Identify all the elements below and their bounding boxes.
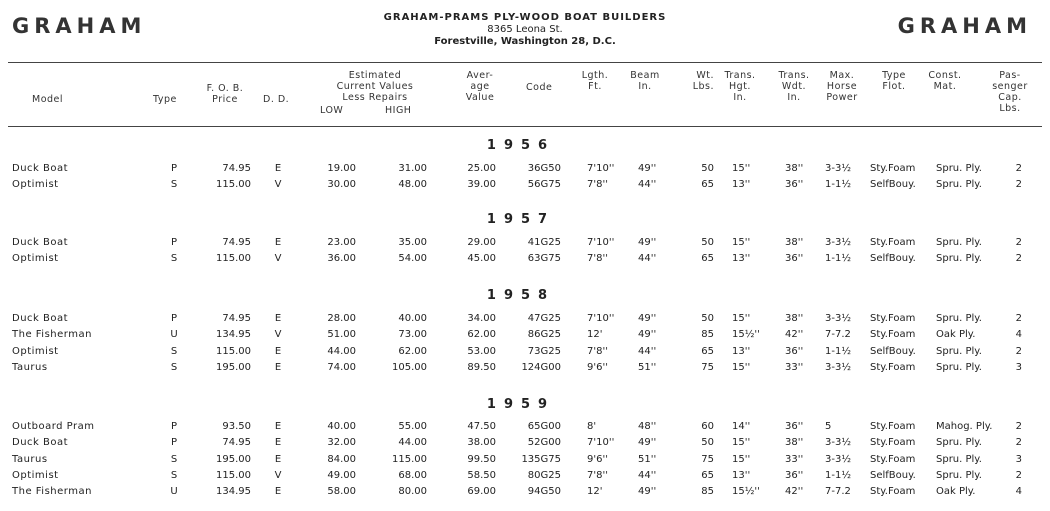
company-name: GRAHAM-PRAMS PLY-WOOD BOAT BUILDERS [383,12,667,23]
cell-tht: 13'' [732,253,751,265]
cell-flot: Sty.Foam [870,313,916,324]
cell-dd: V [274,329,282,341]
year-heading: 1959 [486,397,556,412]
year-heading: 1956 [486,138,556,153]
col-trans-hgt: Trans. Hgt. In. [724,70,756,103]
cell-dd: E [274,421,282,432]
table-row [0,419,1050,435]
cell-mat: Spru. Ply. [936,253,982,265]
cell-cap: 2 [1015,179,1022,191]
col-length: Lgth. Ft. [581,70,609,92]
cell-len: 7'8'' [587,345,608,357]
company-header [300,12,750,48]
cell-hp: 1-1½ [825,345,852,357]
cell-len: 12' [587,486,603,498]
cell-price: 74.95 [222,437,251,449]
cell-avg: 25.00 [467,163,496,174]
cell-price: 74.95 [222,237,251,248]
cell-avg: 38.00 [467,437,496,449]
cell-dd: V [274,469,282,481]
cell-cap: 2 [1015,469,1022,481]
cell-tht: 13'' [732,345,751,357]
cell-beam: 49'' [638,329,657,341]
cell-low: 58.00 [327,486,356,498]
cell-model: Taurus [12,453,48,465]
table-row [0,360,1050,376]
cell-cap: 2 [1015,437,1022,449]
cell-dd: E [274,453,282,465]
cell-high: 73.00 [398,329,427,341]
table-row [0,435,1050,451]
cell-cap: 3 [1015,453,1022,465]
col-model: Model [32,94,64,105]
col-mat: Const. Mat. [928,70,962,92]
cell-model: The Fisherman [12,486,92,498]
table-row [0,468,1050,484]
cell-twd: 36'' [785,345,804,357]
cell-wt: 50 [701,313,714,324]
cell-dd: V [274,179,282,191]
cell-twd: 33'' [785,361,804,373]
cell-price: 93.50 [222,421,251,432]
cell-avg: 45.00 [467,253,496,265]
cell-tht: 15'' [732,361,751,373]
cell-code: 56G75 [527,179,561,191]
cell-len: 9'6'' [587,453,608,465]
col-max-hp: Max. Horse Power [826,70,858,103]
cell-avg: 34.00 [467,313,496,324]
cell-code: 80G25 [527,469,561,481]
cell-cap: 2 [1015,163,1022,174]
cell-low: 51.00 [327,329,356,341]
cell-code: 65G00 [527,421,561,432]
cell-code: 135G75 [521,453,561,465]
cell-type: P [170,237,178,248]
table-row [0,327,1050,343]
cell-wt: 75 [701,453,714,465]
cell-mat: Oak Ply. [936,486,976,498]
cell-mat: Spru. Ply. [936,163,982,174]
cell-beam: 49'' [638,486,657,498]
cell-cap: 2 [1015,345,1022,357]
cell-twd: 33'' [785,453,804,465]
cell-hp: 3-3½ [825,453,852,465]
cell-type: S [170,361,178,373]
cell-code: 86G25 [527,329,561,341]
cell-code: 73G25 [527,345,561,357]
cell-cap: 4 [1015,486,1022,498]
cell-wt: 65 [701,469,714,481]
cell-type: S [170,179,178,191]
cell-flot: Sty.Foam [870,453,916,465]
cell-avg: 89.50 [467,361,496,373]
cell-tht: 13'' [732,469,751,481]
cell-model: The Fisherman [12,329,92,341]
col-estimated: Estimated Current Values Less Repairs [336,70,414,103]
cell-mat: Spru. Ply. [936,453,982,465]
cell-type: S [170,453,178,465]
cell-price: 134.95 [216,329,251,341]
cell-tht: 15'' [732,163,751,174]
col-capacity: Pas- senger Cap. Lbs. [992,70,1028,114]
cell-tht: 15'' [732,437,751,449]
cell-beam: 51'' [638,361,657,373]
cell-low: 32.00 [327,437,356,449]
cell-low: 84.00 [327,453,356,465]
cell-dd: E [274,361,282,373]
cell-type: P [170,421,178,432]
table-row [0,161,1050,177]
cell-hp: 3-3½ [825,237,852,248]
cell-high: 62.00 [398,345,427,357]
cell-price: 115.00 [216,469,251,481]
cell-tht: 15½'' [732,486,760,498]
cell-len: 7'10'' [587,237,615,248]
cell-model: Optimist [12,253,59,265]
col-code: Code [526,82,553,93]
cell-price: 74.95 [222,163,251,174]
year-heading: 1958 [486,288,556,303]
cell-model: Outboard Pram [12,421,95,432]
cell-high: 31.00 [398,163,427,174]
cell-flot: SelfBouy. [870,469,916,481]
cell-mat: Spru. Ply. [936,437,982,449]
cell-beam: 49'' [638,163,657,174]
cell-wt: 50 [701,163,714,174]
cell-twd: 38'' [785,313,804,324]
col-high: HIGH [385,105,412,116]
year-heading: 1957 [486,212,556,227]
cell-len: 7'8'' [587,469,608,481]
cell-wt: 85 [701,329,714,341]
cell-hp: 1-1½ [825,253,852,265]
cell-beam: 51'' [638,453,657,465]
cell-type: P [170,163,178,174]
cell-hp: 1-1½ [825,179,852,191]
cell-tht: 13'' [732,179,751,191]
cell-flot: Sty.Foam [870,421,916,432]
cell-code: 41G25 [527,237,561,248]
header-rule-bottom [8,126,1042,127]
cell-hp: 7-7.2 [825,329,851,341]
cell-beam: 44'' [638,345,657,357]
cell-hp: 1-1½ [825,469,852,481]
cell-low: 30.00 [327,179,356,191]
company-city: Forestville, Washington 28, D.C. [434,36,616,47]
col-fob-price: F. O. B. Price [206,83,244,105]
cell-wt: 60 [701,421,714,432]
cell-low: 44.00 [327,345,356,357]
cell-type: P [170,313,178,324]
cell-twd: 38'' [785,437,804,449]
cell-beam: 49'' [638,437,657,449]
cell-cap: 2 [1015,421,1022,432]
cell-twd: 36'' [785,421,804,432]
cell-mat: Mahog. Ply. [936,421,993,432]
cell-avg: 39.00 [467,179,496,191]
cell-flot: SelfBouy. [870,345,916,357]
company-street: 8365 Leona St. [487,24,563,35]
table-row [0,311,1050,327]
cell-beam: 49'' [638,237,657,248]
cell-dd: V [274,253,282,265]
cell-low: 36.00 [327,253,356,265]
col-low: LOW [320,105,344,116]
cell-cap: 2 [1015,253,1022,265]
cell-model: Optimist [12,345,59,357]
cell-twd: 36'' [785,179,804,191]
col-beam: Beam In. [630,70,660,92]
cell-len: 7'8'' [587,253,608,265]
cell-twd: 42'' [785,486,804,498]
cell-code: 47G25 [527,313,561,324]
table-row [0,235,1050,251]
cell-beam: 48'' [638,421,657,432]
cell-twd: 38'' [785,237,804,248]
cell-tht: 15'' [732,313,751,324]
cell-price: 115.00 [216,253,251,265]
cell-dd: E [274,237,282,248]
cell-flot: Sty.Foam [870,329,916,341]
cell-len: 12' [587,329,603,341]
cell-cap: 2 [1015,237,1022,248]
col-average: Aver- age Value [465,70,495,103]
cell-hp: 3-3½ [825,163,852,174]
cell-code: 94G50 [527,486,561,498]
cell-price: 115.00 [216,345,251,357]
cell-type: S [170,469,178,481]
cell-twd: 38'' [785,163,804,174]
cell-mat: Spru. Ply. [936,345,982,357]
cell-wt: 75 [701,361,714,373]
cell-high: 80.00 [398,486,427,498]
cell-flot: Sty.Foam [870,163,916,174]
table-row [0,484,1050,500]
cell-model: Duck Boat [12,163,69,174]
cell-low: 49.00 [327,469,356,481]
cell-tht: 15'' [732,237,751,248]
cell-dd: E [274,163,282,174]
cell-len: 7'8'' [587,179,608,191]
table-row [0,251,1050,267]
cell-tht: 15'' [732,453,751,465]
cell-price: 74.95 [222,313,251,324]
cell-beam: 49'' [638,313,657,324]
cell-avg: 53.00 [467,345,496,357]
cell-dd: E [274,437,282,449]
cell-mat: Oak Ply. [936,329,976,341]
cell-hp: 7-7.2 [825,486,851,498]
cell-dd: E [274,345,282,357]
cell-low: 40.00 [327,421,356,432]
cell-dd: E [274,486,282,498]
cell-avg: 99.50 [467,453,496,465]
cell-flot: Sty.Foam [870,237,916,248]
cell-flot: Sty.Foam [870,437,916,449]
header-rule-top [8,62,1042,63]
cell-high: 44.00 [398,437,427,449]
cell-wt: 50 [701,237,714,248]
cell-avg: 47.50 [467,421,496,432]
cell-model: Optimist [12,469,59,481]
cell-low: 19.00 [327,163,356,174]
cell-len: 7'10'' [587,437,615,449]
cell-hp: 3-3½ [825,313,852,324]
cell-hp: 3-3½ [825,361,852,373]
cell-code: 124G00 [521,361,561,373]
cell-high: 40.00 [398,313,427,324]
cell-model: Taurus [12,361,48,373]
cell-high: 54.00 [398,253,427,265]
cell-price: 134.95 [216,486,251,498]
cell-code: 63G75 [527,253,561,265]
cell-len: 8' [587,421,597,432]
cell-high: 115.00 [392,453,427,465]
cell-model: Optimist [12,179,59,191]
cell-mat: Spru. Ply. [936,237,982,248]
cell-flot: SelfBouy. [870,253,916,265]
cell-price: 195.00 [216,361,251,373]
cell-type: U [170,486,178,498]
cell-high: 105.00 [392,361,427,373]
cell-code: 36G50 [527,163,561,174]
cell-twd: 42'' [785,329,804,341]
cell-price: 195.00 [216,453,251,465]
cell-mat: Spru. Ply. [936,469,982,481]
brand-logo-right: GRAHAM [897,14,1032,38]
cell-twd: 36'' [785,253,804,265]
table-row [0,344,1050,360]
cell-flot: Sty.Foam [870,361,916,373]
cell-low: 28.00 [327,313,356,324]
table-row [0,452,1050,468]
cell-type: P [170,437,178,449]
cell-mat: Spru. Ply. [936,313,982,324]
cell-tht: 14'' [732,421,751,432]
cell-cap: 3 [1015,361,1022,373]
cell-high: 48.00 [398,179,427,191]
cell-cap: 4 [1015,329,1022,341]
cell-mat: Spru. Ply. [936,361,982,373]
cell-wt: 65 [701,253,714,265]
col-trans-wdt: Trans. Wdt. In. [778,70,810,103]
cell-flot: Sty.Foam [870,486,916,498]
cell-wt: 65 [701,179,714,191]
cell-mat: Spru. Ply. [936,179,982,191]
cell-beam: 44'' [638,469,657,481]
cell-low: 74.00 [327,361,356,373]
cell-model: Duck Boat [12,313,69,324]
cell-code: 52G00 [527,437,561,449]
cell-avg: 62.00 [467,329,496,341]
cell-high: 68.00 [398,469,427,481]
col-type: Type [153,94,177,105]
cell-type: S [170,253,178,265]
cell-len: 7'10'' [587,163,615,174]
cell-hp: 3-3½ [825,437,852,449]
cell-price: 115.00 [216,179,251,191]
cell-len: 7'10'' [587,313,615,324]
cell-beam: 44'' [638,179,657,191]
cell-avg: 69.00 [467,486,496,498]
cell-model: Duck Boat [12,437,69,449]
cell-twd: 36'' [785,469,804,481]
col-flot: Type Flot. [882,70,906,92]
cell-wt: 85 [701,486,714,498]
cell-high: 35.00 [398,237,427,248]
cell-hp: 5 [825,421,832,432]
cell-len: 9'6'' [587,361,608,373]
cell-dd: E [274,313,282,324]
cell-type: S [170,345,178,357]
table-row [0,177,1050,193]
cell-tht: 15½'' [732,329,760,341]
cell-wt: 65 [701,345,714,357]
cell-high: 55.00 [398,421,427,432]
cell-cap: 2 [1015,313,1022,324]
cell-flot: SelfBouy. [870,179,916,191]
cell-avg: 29.00 [467,237,496,248]
col-dd: D. D. [263,94,290,105]
cell-model: Duck Boat [12,237,69,248]
cell-low: 23.00 [327,237,356,248]
cell-avg: 58.50 [467,469,496,481]
cell-type: U [170,329,178,341]
brand-logo-left: GRAHAM [12,14,147,38]
col-weight: Wt. Lbs. [692,70,714,92]
cell-wt: 50 [701,437,714,449]
cell-beam: 44'' [638,253,657,265]
